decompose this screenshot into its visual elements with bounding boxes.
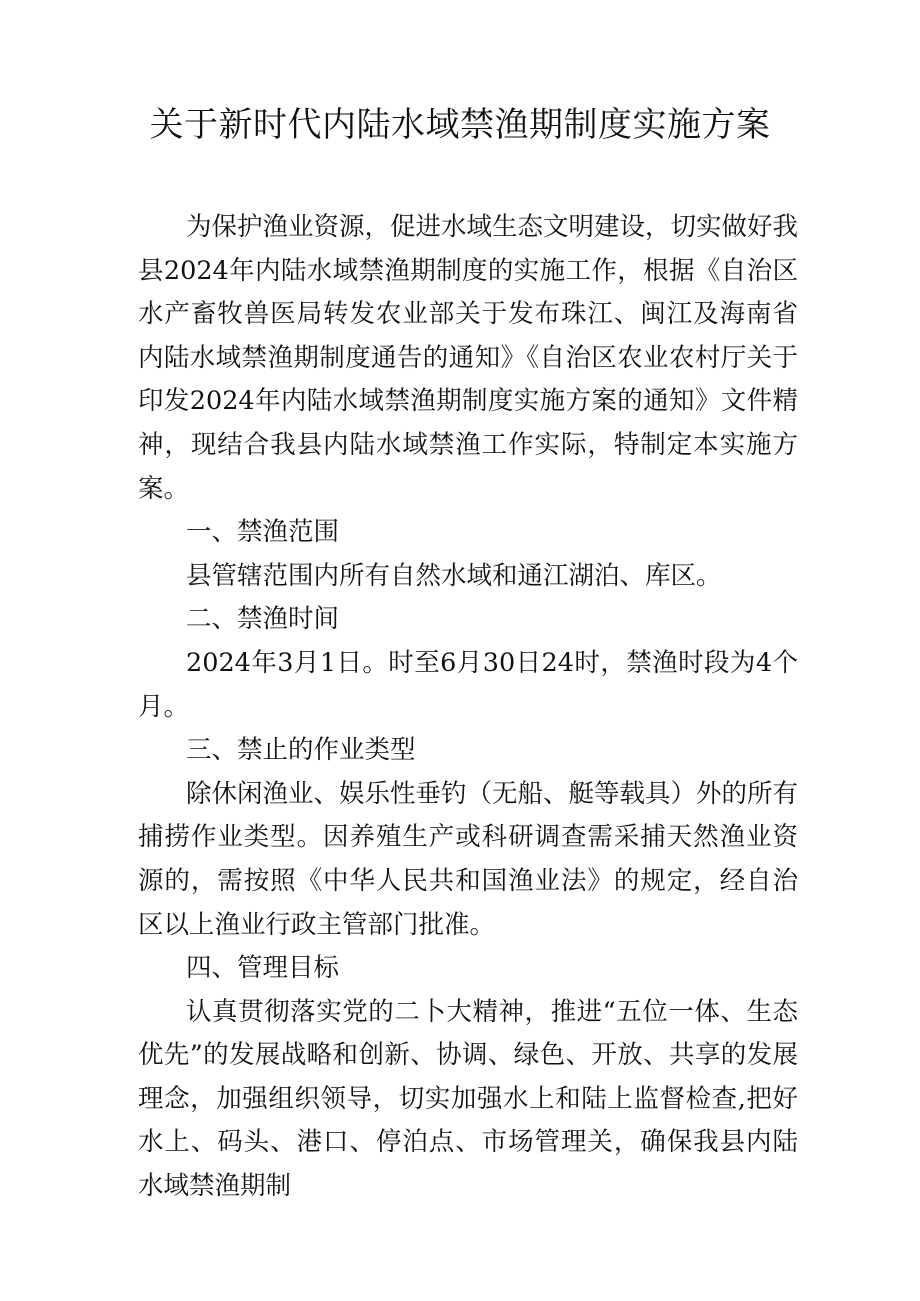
- paragraph-prohibited-types: 除休闲渔业、娱乐性垂钓（无船、艇等载具）外的所有捕捞作业类型。因养殖生产或科研调查需采捕天然渔业资源的，需按照《中华人民共和国渔业法》的规定，经自治区以上渔业行政主管部门批准。: [138, 778, 799, 940]
- paragraph-period: 2024年3月1日。时至6月30日24时，禁渔时段为4个月。: [138, 647, 798, 722]
- document-body: [138, 206, 798, 1209]
- heading-management-goals: 四、管理目标: [186, 953, 340, 984]
- paragraph-scope: 县管辖范围内所有自然水域和通江湖泊、库区。: [186, 560, 722, 591]
- heading-period: 二、禁渔时间: [186, 604, 340, 635]
- paragraph-intro: 为保护渔业资源，促进水域生态文明建设，切实做好我县2024年内陆水域禁渔期制度的实施工作，根据《自治区水产畜牧兽医局转发农业部关于发布珠江、闽江及海南省内陆水域禁渔期制度通告的通知》《自治区农业农村厅关于印发2024年内陆水域禁渔期制度实施方案的通知》文件精神，现结合我县内陆水域禁渔工作实际，特制定本实施方案。: [138, 212, 799, 504]
- document-title: 关于新时代内陆水域禁渔期制度实施方案: [149, 105, 771, 145]
- heading-scope: 一、禁渔范围: [186, 517, 340, 548]
- paragraph-management-goals: 认真贯彻落实党的二卜大精神，推进“五位一体、生态优先”的发展战略和创新、协调、绿色、开放、共享的发展理念，加强组织领导，切实加强水上和陆上监督检查,把好水上、码头、港口、停泊点、市场管理关，确保我县内陆水域禁渔期制: [138, 996, 798, 1202]
- heading-prohibited-types: 三、禁止的作业类型: [186, 735, 416, 766]
